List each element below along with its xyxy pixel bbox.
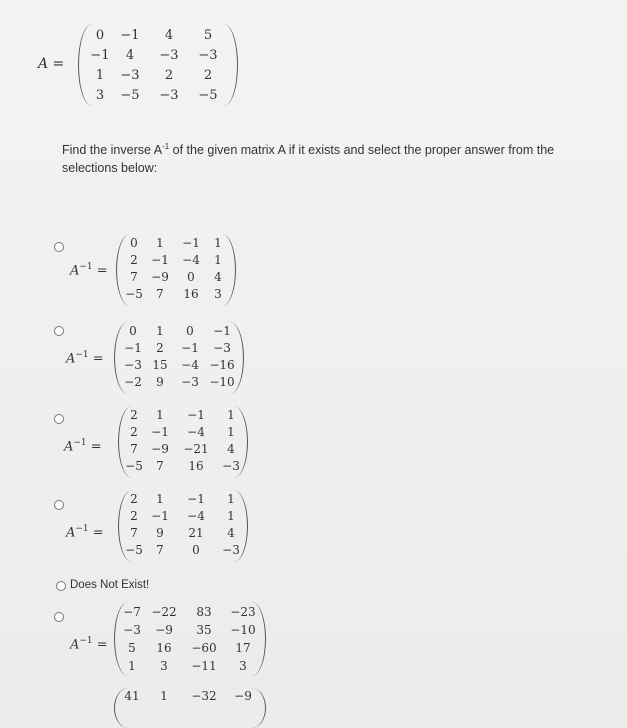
c1-r0c2: −1 <box>182 236 200 250</box>
c1-r2c1: −9 <box>151 270 169 284</box>
c1-r3c3: 3 <box>214 287 222 301</box>
choice-6-label: $A^{-1}$ = <box>70 636 108 653</box>
c2-r0c2: 0 <box>186 324 194 338</box>
c3-r1c1: −1 <box>151 425 169 439</box>
c6-r2c1: 16 <box>156 641 172 655</box>
c6-r2c2: −60 <box>191 641 217 655</box>
c6-r1c3: −10 <box>230 623 256 637</box>
c4-r3c0: −5 <box>125 543 143 557</box>
c6-r1c0: −3 <box>123 623 141 637</box>
c3-r2c3: 4 <box>227 442 235 456</box>
c6-r3c3: 3 <box>239 659 247 673</box>
choice-dne-label: Does Not Exist! <box>70 579 150 591</box>
c3-r1c2: −4 <box>187 425 205 439</box>
c4-r1c2: −4 <box>187 509 205 523</box>
c2-r2c2: −4 <box>181 358 199 372</box>
c3-r3c0: −5 <box>125 459 143 473</box>
c4-r1c0: 2 <box>130 509 138 523</box>
cut-c0: 41 <box>124 689 140 703</box>
c2-r3c1: 9 <box>156 375 164 389</box>
c3-r1c3: 1 <box>227 425 235 439</box>
c4-r0c1: 1 <box>156 492 164 506</box>
c2-r1c3: −3 <box>213 341 231 355</box>
choice-1-radio[interactable] <box>54 242 64 252</box>
c6-r0c3: −23 <box>230 605 256 619</box>
c1-r2c3: 4 <box>214 270 222 284</box>
c4-r1c1: −1 <box>151 509 169 523</box>
c1-r0c3: 1 <box>214 236 222 250</box>
a-r2c0: 1 <box>95 68 105 83</box>
c1-r1c1: −1 <box>151 253 169 267</box>
matrix-a <box>78 24 238 106</box>
matrix-a-label: A = <box>38 56 65 72</box>
c1-r0c1: 1 <box>156 236 164 250</box>
a-r1c3: −3 <box>198 48 218 63</box>
choice-1-label: $A^{-1}$ = <box>70 262 108 279</box>
choice-2-matrix <box>114 322 244 394</box>
question-text: Find the inverse $A^{-1}$ of the given matrix A if it exists and select the proper answer from the selections below: <box>62 142 555 176</box>
c4-r0c3: 1 <box>227 492 235 506</box>
a-r0c3: 5 <box>203 28 213 43</box>
a-r0c0: 0 <box>95 28 105 43</box>
c6-r3c1: 3 <box>160 659 168 673</box>
a-r3c2: −3 <box>159 88 179 103</box>
c2-r3c0: −2 <box>124 375 142 389</box>
a-r0c2: 4 <box>164 28 174 43</box>
c4-r0c2: −1 <box>187 492 205 506</box>
c6-r1c1: −9 <box>155 623 173 637</box>
c4-r3c3: −3 <box>222 543 240 557</box>
c3-r0c3: 1 <box>227 408 235 422</box>
c2-r2c0: −3 <box>124 358 142 372</box>
cut-c2: −32 <box>191 689 217 703</box>
c3-r2c1: −9 <box>151 442 169 456</box>
a-r1c2: −3 <box>159 48 179 63</box>
c2-r2c1: 15 <box>152 358 168 372</box>
cut-c1: 1 <box>160 689 168 703</box>
c2-r0c3: −1 <box>213 324 231 338</box>
choice-3-label: $A^{-1}$ = <box>64 438 102 455</box>
c2-r0c0: 0 <box>129 324 137 338</box>
a-r2c1: −3 <box>120 68 140 83</box>
c3-r0c0: 2 <box>130 408 138 422</box>
c3-r1c0: 2 <box>130 425 138 439</box>
a-r3c0: 3 <box>95 88 105 103</box>
c2-r1c2: −1 <box>181 341 199 355</box>
a-r1c1: 4 <box>125 48 135 63</box>
c3-r3c1: 7 <box>156 459 164 473</box>
a-r1c0: −1 <box>90 48 110 63</box>
c4-r2c3: 4 <box>227 526 235 540</box>
c2-r1c0: −1 <box>124 341 142 355</box>
c2-r3c2: −3 <box>181 375 199 389</box>
choice-4-label: $A^{-1}$ = <box>66 524 104 541</box>
matrix-a-grid <box>79 24 237 103</box>
c3-r3c2: 16 <box>188 459 204 473</box>
choice-4-radio[interactable] <box>54 500 64 510</box>
c1-r0c0: 0 <box>130 236 138 250</box>
c4-r1c3: 1 <box>227 509 235 523</box>
choice-6-radio[interactable] <box>54 612 64 622</box>
c1-r3c1: 7 <box>156 287 164 301</box>
c1-r2c2: 0 <box>187 270 195 284</box>
a-r0c1: −1 <box>120 28 140 43</box>
choice-4-matrix <box>118 490 248 562</box>
choice-2-radio[interactable] <box>54 326 64 336</box>
c4-r3c1: 7 <box>156 543 164 557</box>
c6-r2c3: 17 <box>235 641 251 655</box>
c6-r1c2: 35 <box>196 623 212 637</box>
c1-r3c0: −5 <box>125 287 143 301</box>
c4-r0c0: 2 <box>130 492 138 506</box>
choice-3-radio[interactable] <box>54 414 64 424</box>
c6-r0c2: 83 <box>196 605 212 619</box>
c1-r3c2: 16 <box>183 287 199 301</box>
a-r3c3: −5 <box>198 88 218 103</box>
choice-dne-radio[interactable] <box>56 581 66 591</box>
c3-r2c0: 7 <box>130 442 138 456</box>
c6-r0c1: −22 <box>151 605 177 619</box>
a-r3c1: −5 <box>120 88 140 103</box>
c1-r1c3: 1 <box>214 253 222 267</box>
choice-3-matrix <box>118 406 248 478</box>
c4-r3c2: 0 <box>192 543 200 557</box>
cutoff-matrix <box>114 688 266 728</box>
choice-2-label: $A^{-1}$ = <box>66 350 104 367</box>
c2-r0c1: 1 <box>156 324 164 338</box>
c1-r2c0: 7 <box>130 270 138 284</box>
c4-r2c2: 21 <box>188 526 204 540</box>
c2-r3c3: −10 <box>209 375 235 389</box>
cut-c3: −9 <box>234 689 252 703</box>
c3-r0c2: −1 <box>187 408 205 422</box>
c2-r2c3: −16 <box>209 358 235 372</box>
c1-r1c0: 2 <box>130 253 138 267</box>
c6-r2c0: 5 <box>128 641 136 655</box>
a-r2c2: 2 <box>164 68 174 83</box>
choice-1-matrix <box>116 234 236 306</box>
c3-r0c1: 1 <box>156 408 164 422</box>
c1-r1c2: −4 <box>182 253 200 267</box>
c3-r3c3: −3 <box>222 459 240 473</box>
a-r2c3: 2 <box>203 68 213 83</box>
c2-r1c1: 2 <box>156 341 164 355</box>
c6-r3c2: −11 <box>191 659 217 673</box>
c6-r0c0: −7 <box>123 605 141 619</box>
c3-r2c2: −21 <box>183 442 209 456</box>
c4-r2c0: 7 <box>130 526 138 540</box>
c6-r3c0: 1 <box>128 659 136 673</box>
choice-6-matrix <box>114 602 266 676</box>
c4-r2c1: 9 <box>156 526 164 540</box>
